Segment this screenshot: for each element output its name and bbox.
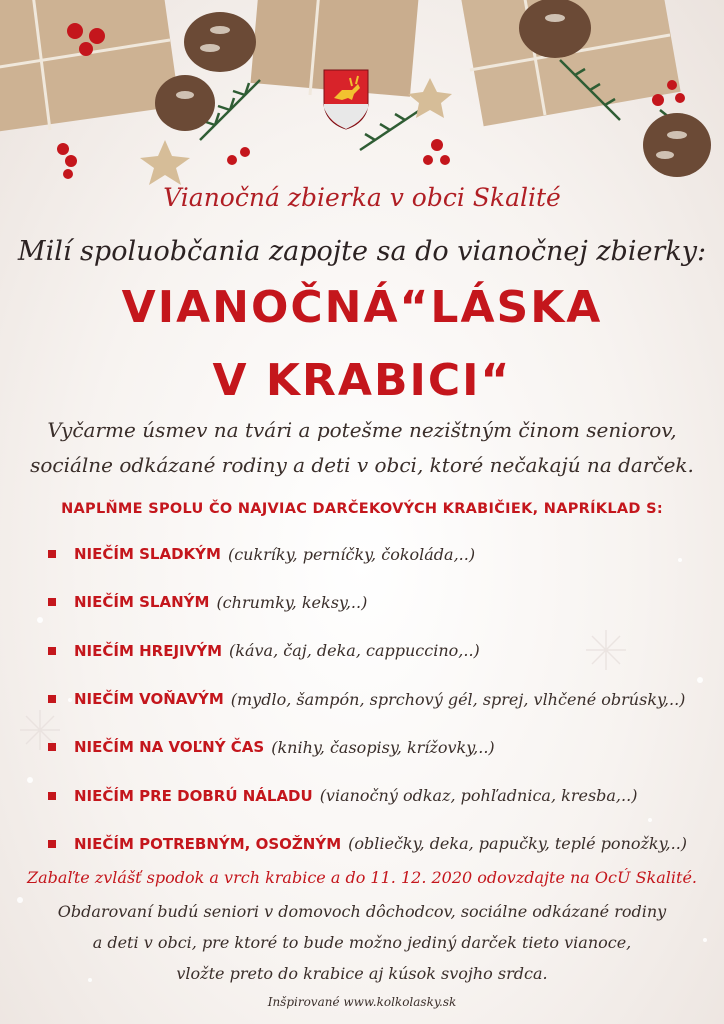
headline-line-2: V KRABICI“ xyxy=(212,355,512,406)
item-description: (káva, čaj, deka, cappuccino,..) xyxy=(229,641,480,661)
bullet-icon xyxy=(48,840,56,848)
list-item xyxy=(48,578,708,626)
credit-text: Inšpirované www.kolkolasky.sk xyxy=(267,995,457,1009)
item-label: NIEČÍM VOŇAVÝM xyxy=(74,690,224,709)
bullet-icon xyxy=(48,695,56,703)
page-subtitle: Milí spoluobčania zapojte sa do vianočnej zbierky: xyxy=(17,236,707,267)
headline-line-1: VIANOČNÁ“LÁSKA xyxy=(121,282,603,333)
item-label: NIEČÍM SLADKÝM xyxy=(74,545,221,564)
item-label: NIEČÍM POTREBNÝM, OSOŽNÝM xyxy=(74,834,342,853)
intro-line-1: Vyčarme úsmev na tvári a potešme nezištným činom seniorov, xyxy=(47,418,677,442)
item-description: (cukríky, perníčky, čokoláda,..) xyxy=(227,544,476,564)
item-description: (knihy, časopisy, krížovky,..) xyxy=(271,737,495,757)
item-description: (chrumky, keksy,..) xyxy=(216,592,368,612)
intro-line-2: sociálne odkázané rodiny a deti v obci, ktoré nečakajú na darček. xyxy=(30,453,694,477)
item-description: (vianočný odkaz, pohľadnica, kresba,..) xyxy=(319,786,638,806)
bullet-icon xyxy=(48,598,56,606)
list-item xyxy=(48,771,708,819)
callout-heading: NAPLŇME SPOLU ČO NAJVIAC DARČEKOVÝCH KRABIČIEK, NAPRÍKLAD S: xyxy=(61,501,663,517)
item-label: NIEČÍM NA VOĽNÝ ČAS xyxy=(74,738,265,757)
bullet-icon xyxy=(48,647,56,655)
page-title: Vianočná zbierka v obci Skalité xyxy=(163,183,561,212)
item-label: NIEČÍM SLANÝM xyxy=(74,593,210,612)
list-item xyxy=(48,723,708,771)
footer-line-3: a deti v obci, pre ktoré to bude možno jediný darček tieto vianoce, xyxy=(92,933,632,952)
donation-item-list xyxy=(48,530,708,868)
footer-line-2: Obdarovaní budú seniori v domovoch dôchodcov, sociálne odkázané rodiny xyxy=(57,902,667,921)
item-label: NIEČÍM HREJIVÝM xyxy=(74,641,223,660)
bullet-icon xyxy=(48,550,56,558)
coat-of-arms-icon xyxy=(322,68,370,130)
footer-line-4: vložte preto do krabice aj kúsok svojho srdca. xyxy=(176,964,548,983)
item-description: (mydlo, šampón, sprchový gél, sprej, vlhčené obrúsky,..) xyxy=(230,689,686,709)
list-item xyxy=(48,530,708,578)
bullet-icon xyxy=(48,743,56,751)
bullet-icon xyxy=(48,792,56,800)
list-item xyxy=(48,820,708,868)
item-label: NIEČÍM PRE DOBRÚ NÁLADU xyxy=(74,786,313,805)
list-item xyxy=(48,675,708,723)
footer-instruction: Zabaľte zvlášť spodok a vrch krabice a do 11. 12. 2020 odovzdajte na OcÚ Skalité. xyxy=(27,868,697,887)
item-description: (obliečky, deka, papučky, teplé ponožky,..) xyxy=(348,834,688,854)
list-item xyxy=(48,627,708,675)
